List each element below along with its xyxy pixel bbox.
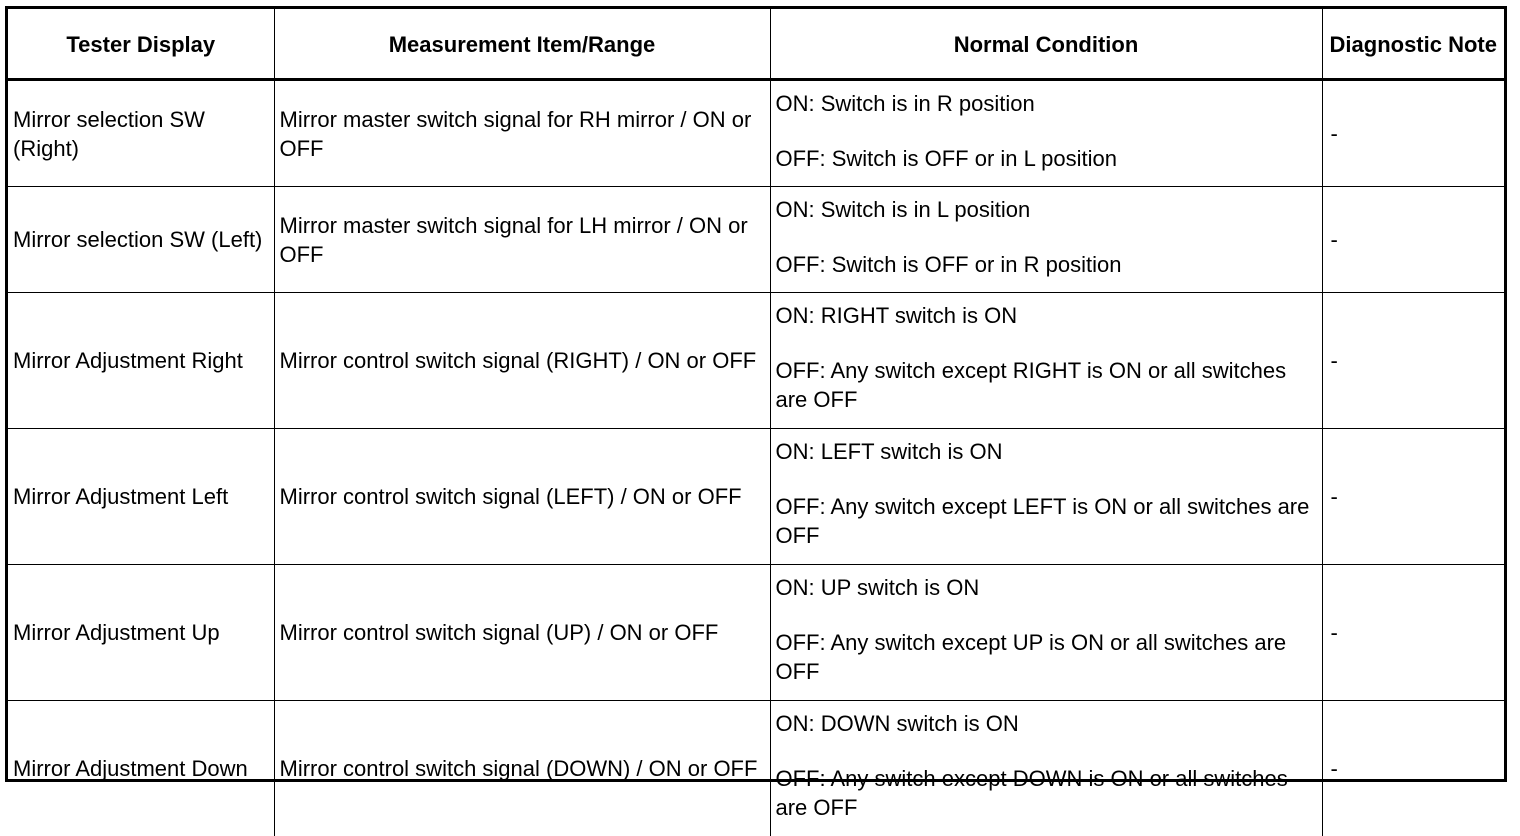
header-row xyxy=(8,9,1504,80)
normal-condition-cell xyxy=(770,701,1322,836)
tester-display-cell: Mirror selection SW (Left) xyxy=(8,187,274,293)
normal-condition-cell xyxy=(770,80,1322,187)
tester-display-cell: Mirror Adjustment Down xyxy=(8,701,274,836)
table-row xyxy=(8,701,1504,836)
table-row xyxy=(8,429,1504,565)
diagnostic-note-cell: - xyxy=(1322,701,1504,836)
condition-on: ON: RIGHT switch is ON xyxy=(776,301,1317,330)
table-row xyxy=(8,80,1504,187)
table-row xyxy=(8,293,1504,429)
diagnostic-note-cell: - xyxy=(1322,80,1504,187)
diagnostic-note-cell: - xyxy=(1322,187,1504,293)
tester-display-cell: Mirror Adjustment Right xyxy=(8,293,274,429)
normal-condition-cell xyxy=(770,565,1322,701)
header-diagnostic-note: Diagnostic Note xyxy=(1322,9,1504,80)
tester-display-cell: Mirror Adjustment Up xyxy=(8,565,274,701)
table-row xyxy=(8,187,1504,293)
normal-condition-cell xyxy=(770,187,1322,293)
condition-on: ON: Switch is in R position xyxy=(776,89,1317,118)
condition-off: OFF: Switch is OFF or in R position xyxy=(776,250,1317,279)
diagnostic-note-cell: - xyxy=(1322,429,1504,565)
condition-off: OFF: Any switch except RIGHT is ON or all switches are OFF xyxy=(776,356,1317,414)
measurement-cell: Mirror control switch signal (DOWN) / ON or OFF xyxy=(274,701,770,836)
condition-off: OFF: Any switch except LEFT is ON or all switches are OFF xyxy=(776,492,1317,550)
condition-on: ON: UP switch is ON xyxy=(776,573,1317,602)
measurement-cell: Mirror control switch signal (RIGHT) / ON or OFF xyxy=(274,293,770,429)
measurement-cell: Mirror master switch signal for RH mirror / ON or OFF xyxy=(274,80,770,187)
header-measurement-item: Measurement Item/Range xyxy=(274,9,770,80)
diagnostic-note-cell: - xyxy=(1322,565,1504,701)
header-normal-condition: Normal Condition xyxy=(770,9,1322,80)
diagnostic-note-cell: - xyxy=(1322,293,1504,429)
condition-off: OFF: Any switch except DOWN is ON or all switches are OFF xyxy=(776,764,1317,822)
data-monitor-table xyxy=(5,6,1507,782)
table-row xyxy=(8,565,1504,701)
condition-on: ON: LEFT switch is ON xyxy=(776,437,1317,466)
condition-off: OFF: Any switch except UP is ON or all switches are OFF xyxy=(776,628,1317,686)
measurement-cell: Mirror master switch signal for LH mirror / ON or OFF xyxy=(274,187,770,293)
measurement-cell: Mirror control switch signal (LEFT) / ON or OFF xyxy=(274,429,770,565)
condition-off: OFF: Switch is OFF or in L position xyxy=(776,144,1317,173)
tester-display-cell: Mirror Adjustment Left xyxy=(8,429,274,565)
header-tester-display: Tester Display xyxy=(8,9,274,80)
normal-condition-cell xyxy=(770,293,1322,429)
normal-condition-cell xyxy=(770,429,1322,565)
condition-on: ON: DOWN switch is ON xyxy=(776,709,1317,738)
tester-display-cell: Mirror selection SW (Right) xyxy=(8,80,274,187)
condition-on: ON: Switch is in L position xyxy=(776,195,1317,224)
measurement-cell: Mirror control switch signal (UP) / ON or OFF xyxy=(274,565,770,701)
